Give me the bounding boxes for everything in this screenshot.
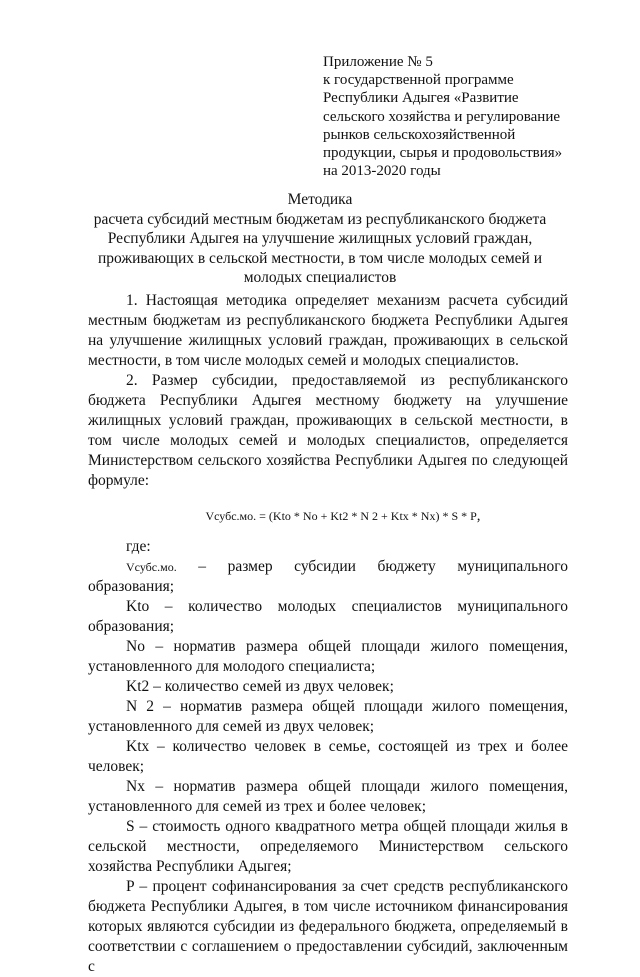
- appendix-line: продукции, сырья и продовольствия»: [323, 145, 563, 162]
- term-symbol: No: [126, 638, 145, 655]
- term-text: – норматив размера общей площади жилого помещения, установленного для семей из двух человек;: [88, 698, 568, 735]
- formula: [88, 506, 568, 526]
- term-text: – норматив размера общей площади жилого помещения, установленного для молодого специалиста;: [88, 638, 568, 675]
- term-item: [88, 597, 568, 637]
- term-item: [88, 817, 568, 877]
- term-symbol: P: [126, 878, 135, 895]
- term-item: [88, 677, 568, 697]
- term-item: [88, 777, 568, 817]
- document-body: [88, 291, 568, 977]
- title-line: Республики Адыгея на улучшение жилищных условий граждан,: [107, 230, 533, 247]
- appendix-line: Приложение № 5: [323, 54, 433, 70]
- appendix-line: сельского хозяйства и регулирование: [323, 108, 561, 125]
- title-heading: Методика: [287, 191, 353, 208]
- term-text: – количество семей из двух человек;: [149, 678, 394, 695]
- where-label: где:: [126, 538, 151, 555]
- term-text: – количество молодых специалистов муниципального образования;: [88, 598, 568, 635]
- appendix-header: [323, 53, 583, 180]
- term-item: [88, 637, 568, 677]
- title-line: расчета субсидий местным бюджетам из республиканского бюджета: [93, 210, 547, 228]
- term-text: – процент софинансирования за счет средств республиканского бюджета Республики Адыгея, в том числе источником финансирования которых являются субсидии из федерального бюджета, определяемый в соответствии с соглашением о предоставлении субсидий, заключенным с: [88, 878, 568, 975]
- term-item: [88, 737, 568, 777]
- term-symbol: N 2: [126, 698, 155, 715]
- term-text: – количество человек в семье, состоящей из трех и более человек;: [88, 738, 568, 775]
- term-symbol: Kto: [126, 598, 150, 615]
- paragraph-2: 2. Размер субсидии, предоставляемой из республиканского бюджета Республики Адыгея местному бюджету на улучшение жилищных условий граждан, проживающих в сельской местности, в том числе молодых семей и молодых специалистов, определяется Министерством сельского хозяйства Республики Адыгея по следующей формуле:: [88, 372, 568, 489]
- formula-expression: Vсубс.мо. = (Kto * No + Kt2 * N 2 + Ktx * Nx) * S * P: [205, 509, 477, 523]
- document-title: [80, 190, 560, 288]
- title-line: проживающих в сельской местности, в том числе молодых семей и: [98, 249, 542, 267]
- appendix-line: на 2013-2020 годы: [323, 163, 441, 180]
- term-item: [88, 557, 568, 597]
- term-symbol: Kt2: [126, 678, 150, 695]
- term-symbol: Ktx: [126, 738, 150, 755]
- formula-tail: ,: [476, 508, 481, 524]
- term-symbol: S: [126, 818, 135, 835]
- term-item: [88, 877, 568, 977]
- term-symbol: Vсубс.мо.: [126, 560, 177, 574]
- term-text: – размер субсидии бюджету муниципального образования;: [88, 558, 568, 595]
- title-line: молодых специалистов: [243, 269, 397, 286]
- paragraph-1: 1. Настоящая методика определяет механизм расчета субсидий местным бюджетам из республиканского бюджета Республики Адыгея на улучшение жилищных условий граждан, проживающих в сельской местности, в том числе молодых семей и молодых специалистов.: [88, 292, 568, 369]
- term-symbol: Nx: [126, 778, 145, 795]
- term-item: [88, 697, 568, 737]
- appendix-line: Республики Адыгея «Развитие: [323, 90, 519, 107]
- appendix-line: рынков сельскохозяйственной: [323, 126, 516, 143]
- appendix-line: к государственной программе: [323, 72, 514, 89]
- term-text: – стоимость одного квадратного метра общей площади жилья в сельской местности, определяемого Министерством сельского хозяйства Республики Адыгея;: [88, 818, 568, 875]
- term-text: – норматив размера общей площади жилого помещения, установленного для семей из трех и более человек;: [88, 778, 568, 815]
